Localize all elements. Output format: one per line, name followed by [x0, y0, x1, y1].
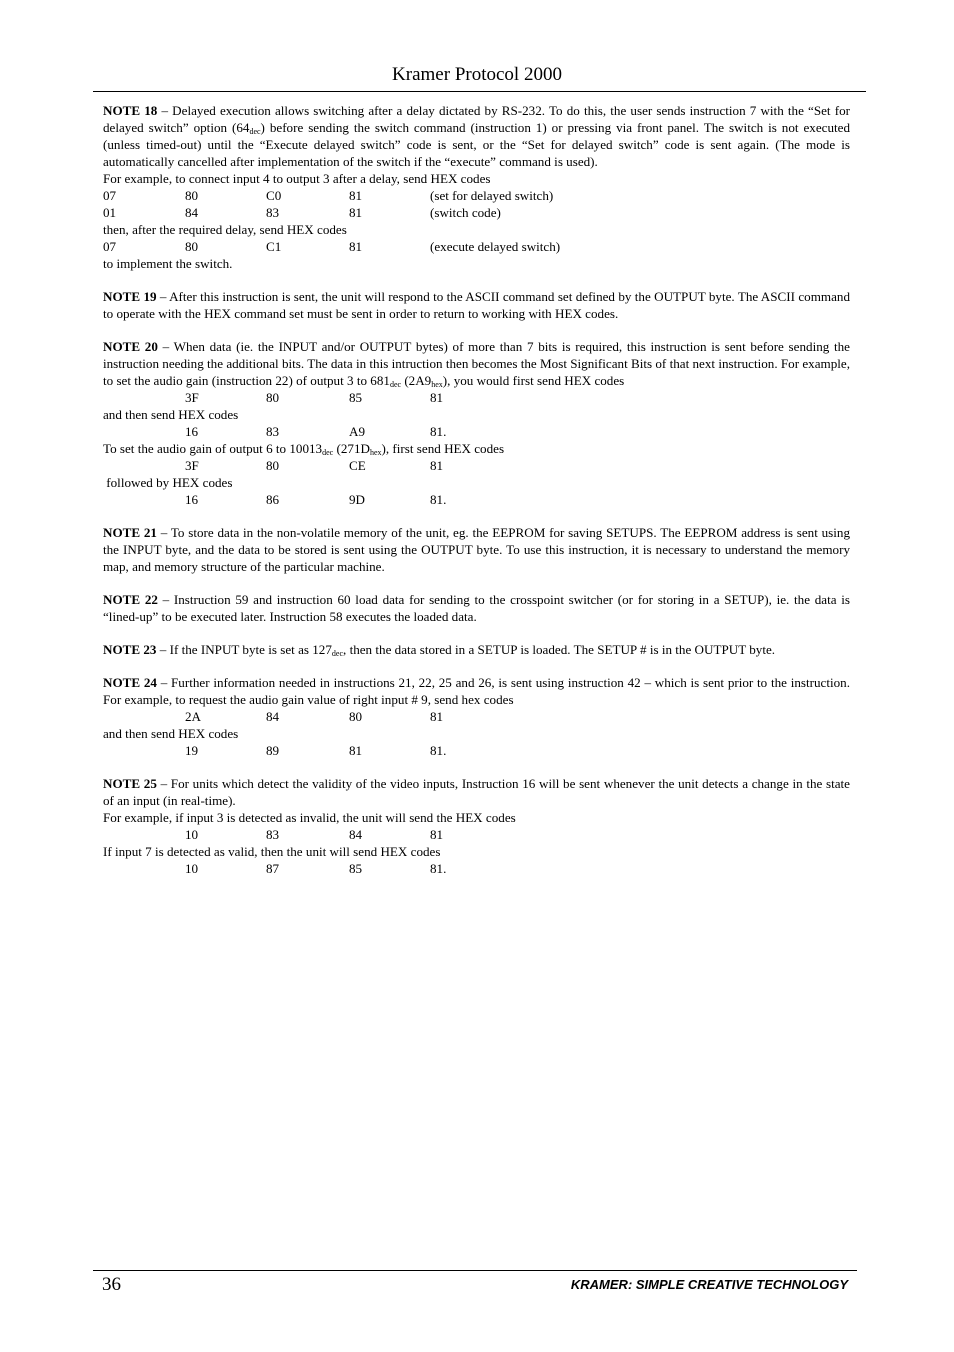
- hex-code: 10: [185, 827, 199, 842]
- hex-code: C1: [266, 239, 282, 254]
- subscript: dec: [322, 448, 334, 457]
- note-20-label: NOTE 20: [103, 339, 158, 354]
- note-24-label: NOTE 24: [103, 675, 157, 690]
- subscript: dec: [389, 380, 402, 389]
- hex-code: 01: [103, 205, 117, 220]
- hex-code: 2A: [185, 709, 202, 724]
- note-23-text: , then the data stored in a SETUP is loaded. The SETUP # is in the OUTPUT byte.: [343, 642, 776, 657]
- subscript: dec: [331, 649, 344, 658]
- note-23: [103, 641, 850, 658]
- note-25: [103, 775, 850, 877]
- hex-code: 84: [266, 709, 280, 724]
- hex-code: 07: [103, 239, 117, 254]
- page-number: 36: [102, 1274, 121, 1295]
- hex-code: 83: [266, 827, 280, 842]
- note-18-text-cont: ) before sending the switch command (instruction 1) or pressing via front panel. The switch is not executed (unless timed-out) until the “Execute delayed switch” code is sent, or the “Set for delayed switch” code is sent again. (The mode is automatically cancelled after implementation of the switch if the “execute” command is used).: [103, 120, 850, 169]
- note-25-label: NOTE 25: [103, 776, 157, 791]
- note-22-paragraph: [103, 591, 850, 625]
- hex-code-row: [103, 826, 850, 843]
- note-18-label: NOTE 18: [103, 103, 158, 118]
- hex-code-comment: (set for delayed switch): [430, 188, 554, 203]
- note-18-then: then, after the required delay, send HEX codes: [103, 222, 347, 237]
- note-20-second-example: [103, 440, 850, 457]
- hex-code: 3F: [185, 458, 199, 473]
- hex-code: 81.: [430, 861, 447, 876]
- hex-code: 84: [349, 827, 363, 842]
- hex-code: 81: [430, 827, 444, 842]
- hex-code: 81: [349, 743, 363, 758]
- hex-code: 85: [349, 861, 363, 876]
- note-20-text: (2A9: [401, 373, 432, 388]
- document-body: [103, 102, 850, 893]
- hex-code-comment: (execute delayed switch): [430, 239, 561, 254]
- hex-code-row: [103, 860, 850, 877]
- hex-code-row: [103, 491, 850, 508]
- note-24-text: – Further information needed in instructions 21, 22, 25 and 26, is sent using instruction 42 – which is sent prior to the instruction. For example, to request the audio gain value of right input # 9, send hex codes: [103, 675, 850, 707]
- note-22-text: – Instruction 59 and instruction 60 load data for sending to the crosspoint switcher (or for storing in a SETUP), ie. the data is “lined-up” to be executed later. Instruction 58 executes the loaded data.: [103, 592, 850, 624]
- hex-code: C0: [266, 188, 282, 203]
- footer-brand: KRAMER: SIMPLE CREATIVE TECHNOLOGY: [570, 1277, 848, 1292]
- note-20: [103, 338, 850, 508]
- subscript: hex: [369, 448, 382, 457]
- hex-code: 81: [430, 458, 444, 473]
- note-25-text: – For units which detect the validity of the video inputs, Instruction 16 will be sent whenever the unit detects a change in the state of an input (in real-time).: [103, 776, 850, 808]
- hex-code: 81.: [430, 492, 447, 507]
- note-20-text: To set the audio gain of output 6 to 10013: [103, 441, 323, 456]
- note-18-end: to implement the switch.: [103, 256, 233, 271]
- note-18: [103, 102, 850, 272]
- hex-code-row: [103, 457, 850, 474]
- hex-code: 83: [266, 424, 280, 439]
- hex-code-row: [103, 187, 850, 204]
- hex-code: 81.: [430, 743, 447, 758]
- note-19-paragraph: [103, 288, 850, 322]
- hex-code: 86: [266, 492, 280, 507]
- note-18-paragraph: [103, 102, 850, 170]
- hex-code: 80: [185, 239, 199, 254]
- hex-code: 3F: [185, 390, 199, 405]
- note-22: [103, 591, 850, 625]
- hex-code-row: [103, 742, 850, 759]
- note-18-example: For example, to connect input 4 to output 3 after a delay, send HEX codes: [103, 171, 491, 186]
- note-19-label: NOTE 19: [103, 289, 157, 304]
- note-20-and-then: and then send HEX codes: [103, 407, 239, 422]
- hex-code-comment: (switch code): [430, 205, 501, 220]
- note-20-text: ), you would first send HEX codes: [442, 373, 625, 388]
- hex-code: 81: [349, 205, 363, 220]
- hex-code: 81: [349, 188, 363, 203]
- footer-rule: [93, 1270, 857, 1271]
- hex-code: 87: [266, 861, 280, 876]
- hex-code: 9D: [349, 492, 366, 507]
- subscript: dec: [249, 127, 261, 136]
- note-20-text: – When data (ie. the INPUT and/or OUTPUT bytes) of more than 7 bits is required, this instruction is sent before sending the instruction needing the additional bits. The data in this intruction then becomes the Most Significant Bits of that next instruction. For example, to set the audio gain (instruction 22) of output 3 to 681: [103, 339, 850, 388]
- hex-code-row: [103, 204, 850, 221]
- note-23-paragraph: [103, 641, 850, 658]
- hex-code: 81: [349, 239, 363, 254]
- hex-code-row: [103, 238, 850, 255]
- note-20-followed: followed by HEX codes: [103, 475, 233, 490]
- hex-code: 16: [185, 424, 199, 439]
- hex-code: 83: [266, 205, 280, 220]
- note-21-paragraph: [103, 524, 850, 575]
- note-22-label: NOTE 22: [103, 592, 158, 607]
- note-20-paragraph: [103, 338, 850, 389]
- hex-code: 89: [266, 743, 280, 758]
- hex-code: 80: [266, 458, 280, 473]
- note-21-label: NOTE 21: [103, 525, 157, 540]
- note-24-paragraph: [103, 674, 850, 708]
- note-19-text: – After this instruction is sent, the unit will respond to the ASCII command set defined by the OUTPUT byte. The ASCII command to operate with the HEX command set must be sent in order to return to working with HEX codes.: [103, 289, 850, 321]
- hex-code: 80: [349, 709, 363, 724]
- note-25-example-valid: If input 7 is detected as valid, then the unit will send HEX codes: [103, 844, 441, 859]
- note-23-label: NOTE 23: [103, 642, 157, 657]
- hex-code: CE: [349, 458, 366, 473]
- hex-code: 81: [430, 709, 444, 724]
- hex-code: 16: [185, 492, 199, 507]
- subscript: hex: [431, 380, 443, 389]
- note-23-text: – If the INPUT byte is set as 127: [156, 642, 332, 657]
- note-19: [103, 288, 850, 322]
- note-18-text: – Delayed execution allows switching after a delay dictated by RS-232. To do this, the user sends instruction 7 with the “Set for delayed switch” option (64: [103, 103, 850, 135]
- hex-code-row: [103, 423, 850, 440]
- note-24: [103, 674, 850, 759]
- hex-code: 07: [103, 188, 117, 203]
- note-20-text: ), first send HEX codes: [381, 441, 505, 456]
- note-25-paragraph: [103, 775, 850, 809]
- note-21: [103, 524, 850, 575]
- note-24-and-then: and then send HEX codes: [103, 726, 239, 741]
- hex-code: 19: [185, 743, 199, 758]
- note-20-text: (271D: [333, 441, 370, 456]
- hex-code: 81.: [430, 424, 447, 439]
- hex-code: 80: [185, 188, 199, 203]
- page-header-title: Kramer Protocol 2000: [392, 64, 562, 85]
- hex-code: 81: [430, 390, 444, 405]
- note-21-text: – To store data in the non-volatile memory of the unit, eg. the EEPROM for saving SETUPS. The EEPROM address is sent using the INPUT byte, and the data to be stored is sent using the OUTPUT byte. To use this instruction, it is necessary to understand the memory map, and memory structure of the particular machine.: [103, 525, 850, 574]
- hex-code: A9: [349, 424, 366, 439]
- hex-code-row: [103, 708, 850, 725]
- note-25-example-invalid: For example, if input 3 is detected as invalid, the unit will send the HEX codes: [103, 810, 516, 825]
- hex-code: 10: [185, 861, 199, 876]
- hex-code-row: [103, 389, 850, 406]
- hex-code: 85: [349, 390, 363, 405]
- header-rule: [93, 91, 866, 92]
- hex-code: 84: [185, 205, 199, 220]
- hex-code: 80: [266, 390, 280, 405]
